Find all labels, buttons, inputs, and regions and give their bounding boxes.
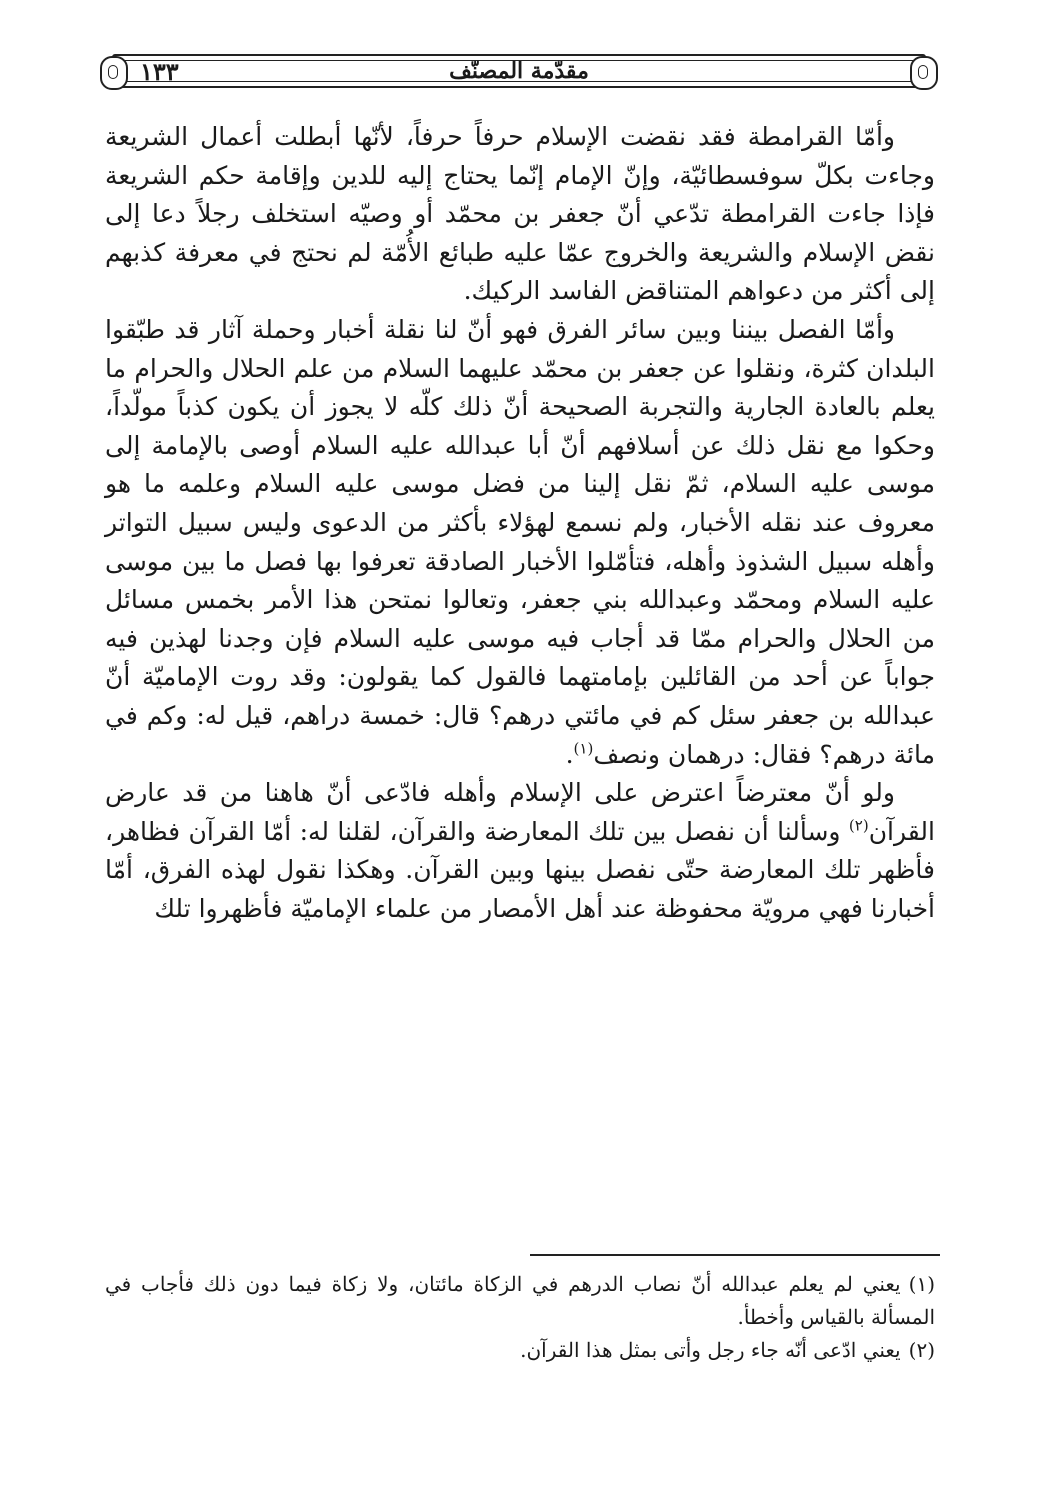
footnote-1 [105, 1268, 935, 1334]
paragraph-3-text-a: ولو أنّ معترضاً اعترض على الإسلام وأهله فادّعى أنّ هاهنا من قد عارض القرآن [105, 778, 935, 846]
running-header [100, 48, 938, 94]
paragraph-1-text: وأمّا القرامطة فقد نقضت الإسلام حرفاً حرفاً، لأنّها أبطلت أعمال الشريعة وجاءت بكلّ سوفسطائيّة، وإنّ الإمام إنّما يحتاج إليه للدين وإقامة حكم الشريعة فإذا جاءت القرامطة تدّعي أنّ جعفر بن محمّد أو وصيّه استخلف رجلاً دعا إلى نقض الإسلام والشريعة والخروج عمّا عليه طبائع الأُمّة لم نحتج في معرفة كذبهم إلى أكثر من دعواهم المتناقض الفاسد الركيك. [105, 122, 935, 306]
footnotes [105, 1268, 935, 1367]
footnote-2-text: يعني ادّعى أنّه جاء رجل وأتى بمثل هذا القرآن. [520, 1338, 901, 1362]
footnote-2 [105, 1334, 935, 1367]
paragraph-1 [105, 118, 935, 311]
footnote-ref-2[interactable]: (٢) [848, 816, 869, 835]
paragraph-3-text-b: وسألنا أن نفصل بين تلك المعارضة والقرآن، لقلنا له: أمّا القرآن فظاهر، فأظهر تلك المعارضة حتّى نفصل بينها وبين القرآن. وهكذا نقول لهذه الفرق، أمّا أخبارنا فهي مرويّة محفوظة عند أهل الأمصار من علماء الإماميّة فأظهروا تلك [105, 816, 935, 923]
footnote-1-number: (١) [908, 1272, 935, 1296]
paragraph-3 [105, 774, 935, 928]
page-number: ١٣٣ [140, 57, 179, 86]
paragraph-2-text: وأمّا الفصل بيننا وبين سائر الفرق فهو أنّ لنا نقلة أخبار وحملة آثار قد طبّقوا البلدان كثرة، ونقلوا عن جعفر بن محمّد عليهما السلام من علم الحلال والحرام ما يعلم بالعادة الجارية والتجربة الصحيحة أنّ ذلك كلّه لا يجوز أن يكون كذباً مولّداً، وحكوا مع نقل ذلك عن أسلافهم أنّ أبا عبدالله عليه السلام أوصى بالإمامة إلى موسى عليه السلام، ثمّ نقل إلينا من فضل موسى عليه السلام وعلمه ما هو معروف عند نقله الأخبار، ولم نسمع لهؤلاء بأكثر من الدعوى وليس سبيل التواتر وأهله سبيل الشذوذ وأهله، فتأمّلوا الأخبار الصادقة تعرفوا بها فصل ما بين موسى عليه السلام ومحمّد وعبدالله بني جعفر، وتعالوا نمتحن هذا الأمر بخمس مسائل من الحلال والحرام ممّا قد أجاب فيه موسى عليه السلام فإن وجدنا لهذين فيه جواباً عن أحد من القائلين بإمامتهما فالقول كما يقولون: وقد روت الإماميّة أنّ عبدالله بن جعفر سئل كم في مائتي درهم؟ قال: خمسة دراهم، قيل له: وكم في مائة درهم؟ فقال: درهمان ونصف [105, 314, 935, 769]
footnote-ref-1[interactable]: (١) [573, 739, 594, 758]
main-text [105, 118, 935, 928]
footnote-2-number: (٢) [908, 1338, 935, 1362]
footnote-divider [530, 1254, 940, 1256]
running-title: مقدّمة المصنّف [449, 58, 589, 84]
paragraph-2: وأمّا الفصل بيننا وبين سائر الفرق فهو أنّ لنا نقلة أخبار وحملة آثار قد طبّقوا البلدان كثرة، ونقلوا عن جعفر بن محمّد عليهما السلام من علم الحلال والحرام ما يعلم بالعادة الجارية والتجربة الصحيحة أنّ ذلك كلّه لا يجوز أن يكون كذباً مولّداً، وحكوا مع نقل ذلك عن أسلافهم أنّ أبا عبدالله عليه السلام أوصى بالإمامة إلى موسى عليه السلام، ثمّ نقل إلينا من فضل موسى عليه السلام وعلمه ما هو معروف عند نقله الأخبار، ولم نسمع لهؤلاء بأكثر من الدعوى وليس سبيل التواتر وأهله سبيل الشذوذ وأهله، فتأمّلوا الأخبار الصادقة تعرفوا بها فصل ما بين موسى عليه السلام ومحمّد وعبدالله بني جعفر، وتعالوا نمتحن هذا الأمر بخمس مسائل من الحلال والحرام ممّا قد أجاب فيه موسى عليه السلام فإن وجدنا لهذين فيه جواباً عن أحد من القائلين بإمامتهما فالقول كما يقولون: وقد روت الإماميّة أنّ عبدالله بن جعفر سئل كم في مائتي درهم؟ قال: خمسة دراهم، قيل له: وكم في مائة درهم؟ فقال: درهمان ونصف$^{(١)}$. [105, 314, 935, 769]
footnote-1-text: يعني لم يعلم عبدالله أنّ نصاب الدرهم في الزكاة مائتان، ولا زكاة فيما دون ذلك فأجاب في المسألة بالقياس وأخطأ. [105, 1272, 935, 1329]
